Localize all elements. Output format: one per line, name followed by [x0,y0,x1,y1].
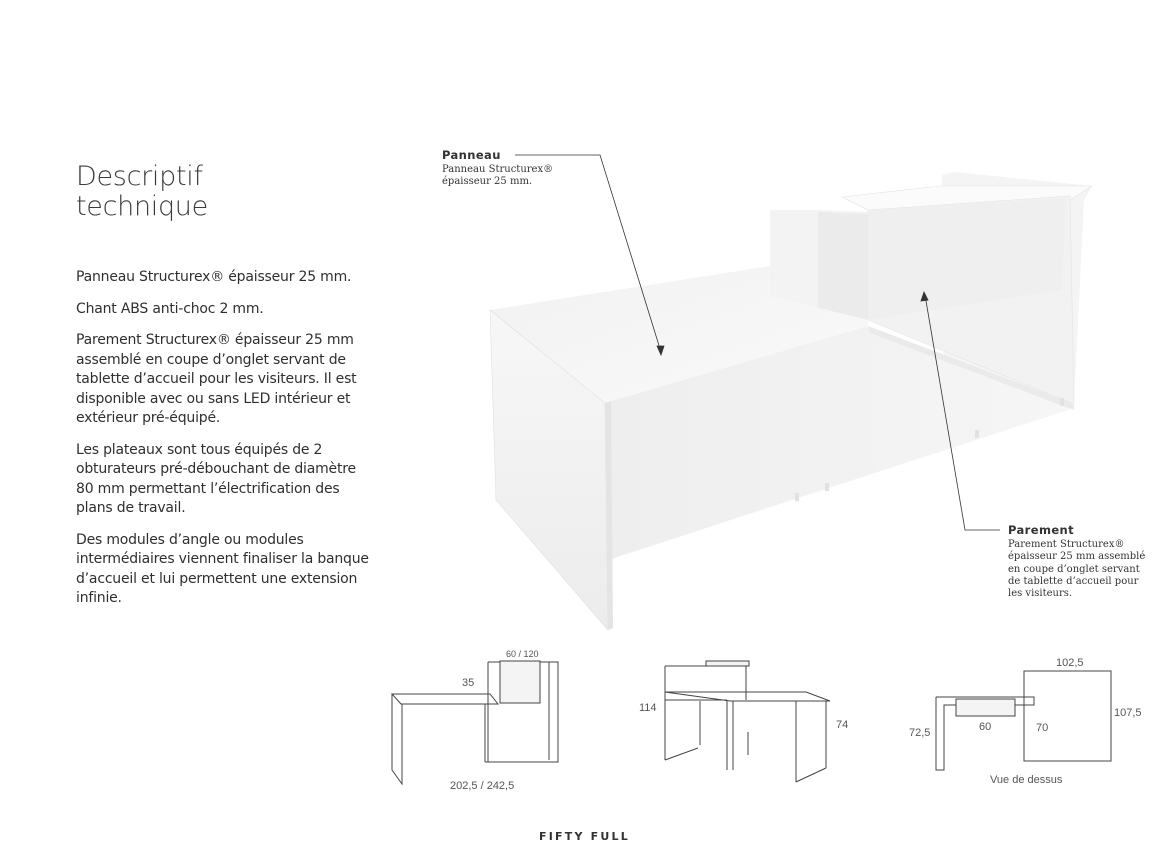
top-view-drawing [936,671,1111,770]
side-view-drawing [665,661,830,782]
dim-desk-height: 74 [836,719,849,731]
description-paragraph: Des modules d’angle ou modules intermédiaires viennent finaliser la banque d’accueil et lui permettent une extension infinie. [76,531,369,606]
dim-inner-depth: 70 [1036,722,1049,734]
callout-parement-body: Parement Structurex® épaisseur 25 mm assemblé en coupe d’onglet servant de tablette d’accueil pour les visiteurs. [1008,539,1146,600]
title-line-2: technique [76,191,208,222]
dim-panel-height: 35 [462,677,475,689]
callout-panneau-body: Panneau Structurex® épaisseur 25 mm. [442,164,554,188]
reception-desk-render [490,172,1092,630]
front-view-drawing [392,661,558,784]
callout-parement-title: Parement [1008,523,1075,537]
dim-front-width: 202,5 / 242,5 [450,780,515,792]
dim-top-depth: 107,5 [1114,707,1142,719]
product-name-footer: FIFTY FULL [539,830,630,843]
dim-total-height: 114 [639,702,657,714]
description-paragraph: Panneau Structurex® épaisseur 25 mm. [76,269,352,285]
description-paragraph: Les plateaux sont tous équipés de 2 obturateurs pré-débouchant de diamètre 80 mm permettant l’électrification des plans de travail. [76,441,356,516]
title-line-1: Descriptif [76,161,203,192]
callout-panneau [442,148,553,189]
top-view-caption: Vue de dessus [990,774,1063,786]
dim-top-width: 102,5 [1056,657,1084,669]
description-paragraph: Chant ABS anti-choc 2 mm. [76,300,264,317]
callout-parement [1008,523,1145,600]
dim-inner-width: 60 [979,721,992,733]
dim-left-depth: 72,5 [909,727,931,739]
dim-panel-depth: 60 / 120 [506,649,539,659]
description-paragraph: Parement Structurex® épaisseur 25 mm assemblé en coupe d’onglet servant de tablette d’accueil pour les visiteurs. Il est disponible avec ou sans LED intérieur et extérieur pré-équipé. [76,332,357,426]
callout-panneau-title: Panneau [442,148,501,162]
